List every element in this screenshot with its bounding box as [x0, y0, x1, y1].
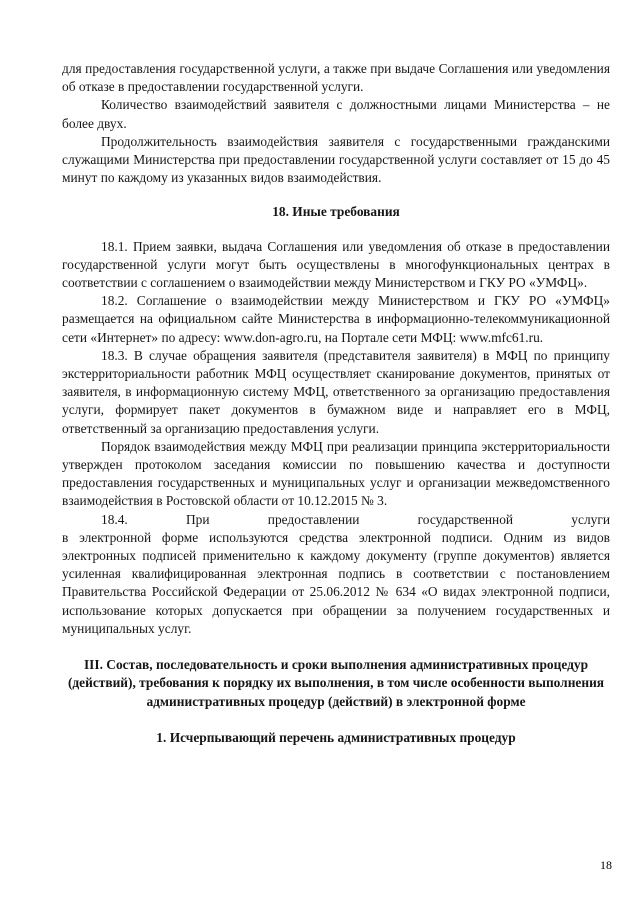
page-number: 18 [600, 858, 612, 872]
paragraph-18-1: 18.1. Прием заявки, выдача Соглашения или уведомления об отказе в предоставлении государственной услуги могут быть осуществлены в многофункциональных центрах в соответствии с соглашением о взаимодействии между Министерством и ГКУ РО «УМФЦ». [62, 238, 610, 291]
paragraph-18-4-continued: в электронной форме используются средства электронной подписи. Одним из видов электронных подписей применительно к каждому документу (группе документов) является усиленная квалифицированная электронная подпись в соответствии с постановлением Правительства Российской Федерации от 25.06.2012 № 634 «О видах электронной подписи, использование которых допускается при обращении за получением государственных и муниципальных услуг. [62, 529, 610, 636]
section-III-1-heading: 1. Исчерпывающий перечень административных процедур [156, 729, 516, 745]
paragraph-18-3: 18.3. В случае обращения заявителя (представителя заявителя) в МФЦ по принципу экстерриториальности работник МФЦ осуществляет сканирование документов, принятых от заявителя, в информационную систему МФЦ, ответственного за организацию предоставления услуги, формирует пакет документов в бумажном виде и направляет его в МФЦ, ответственный за организацию предоставления услуги. [62, 347, 610, 436]
section-III-heading: III. Состав, последовательность и сроки выполнения административных процедур (действий), требования к порядку их выполнения, в том числе особенности выполнения административных процедур (действий) в электронной форме [67, 657, 605, 709]
paragraph-18-2: 18.2. Соглашение о взаимодействии между Министерством и ГКУ РО «УМФЦ» размещается на официальном сайте Министерства в информационно-телекоммуникационной сети «Интернет» по адресу: www.don-agro.ru, на Портале сети МФЦ: www.mfc61.ru. [62, 293, 610, 345]
paragraph-procedure: Порядок взаимодействия между МФЦ при реализации принципа экстерриториальности утвержден протоколом заседания комиссии по повышению качества и доступности предоставления государственных и муниципальных услуг и организации межведомственного взаимодействия в Ростовской области от 10.12.2015 № 3. [62, 438, 610, 509]
paragraph-continuation: для предоставления государственной услуги, а также при выдаче Соглашения или уведомления об отказе в предоставлении государственной услуги. [62, 61, 610, 95]
paragraph-18-4-start: 18.4. При предоставлении государственной услуги [101, 511, 610, 527]
paragraph-interaction-duration: Продолжительность взаимодействия заявителя с государственными гражданскими служащими Министерства при предоставлении государственной услуги составляет от 15 до 45 минут по каждому из указанных видов взаимодействия. [62, 133, 610, 186]
paragraph-interactions-count: Количество взаимодействий заявителя с должностными лицами Министерства – не более двух. [62, 97, 610, 131]
section-18-heading: 18. Иные требования [272, 204, 400, 220]
